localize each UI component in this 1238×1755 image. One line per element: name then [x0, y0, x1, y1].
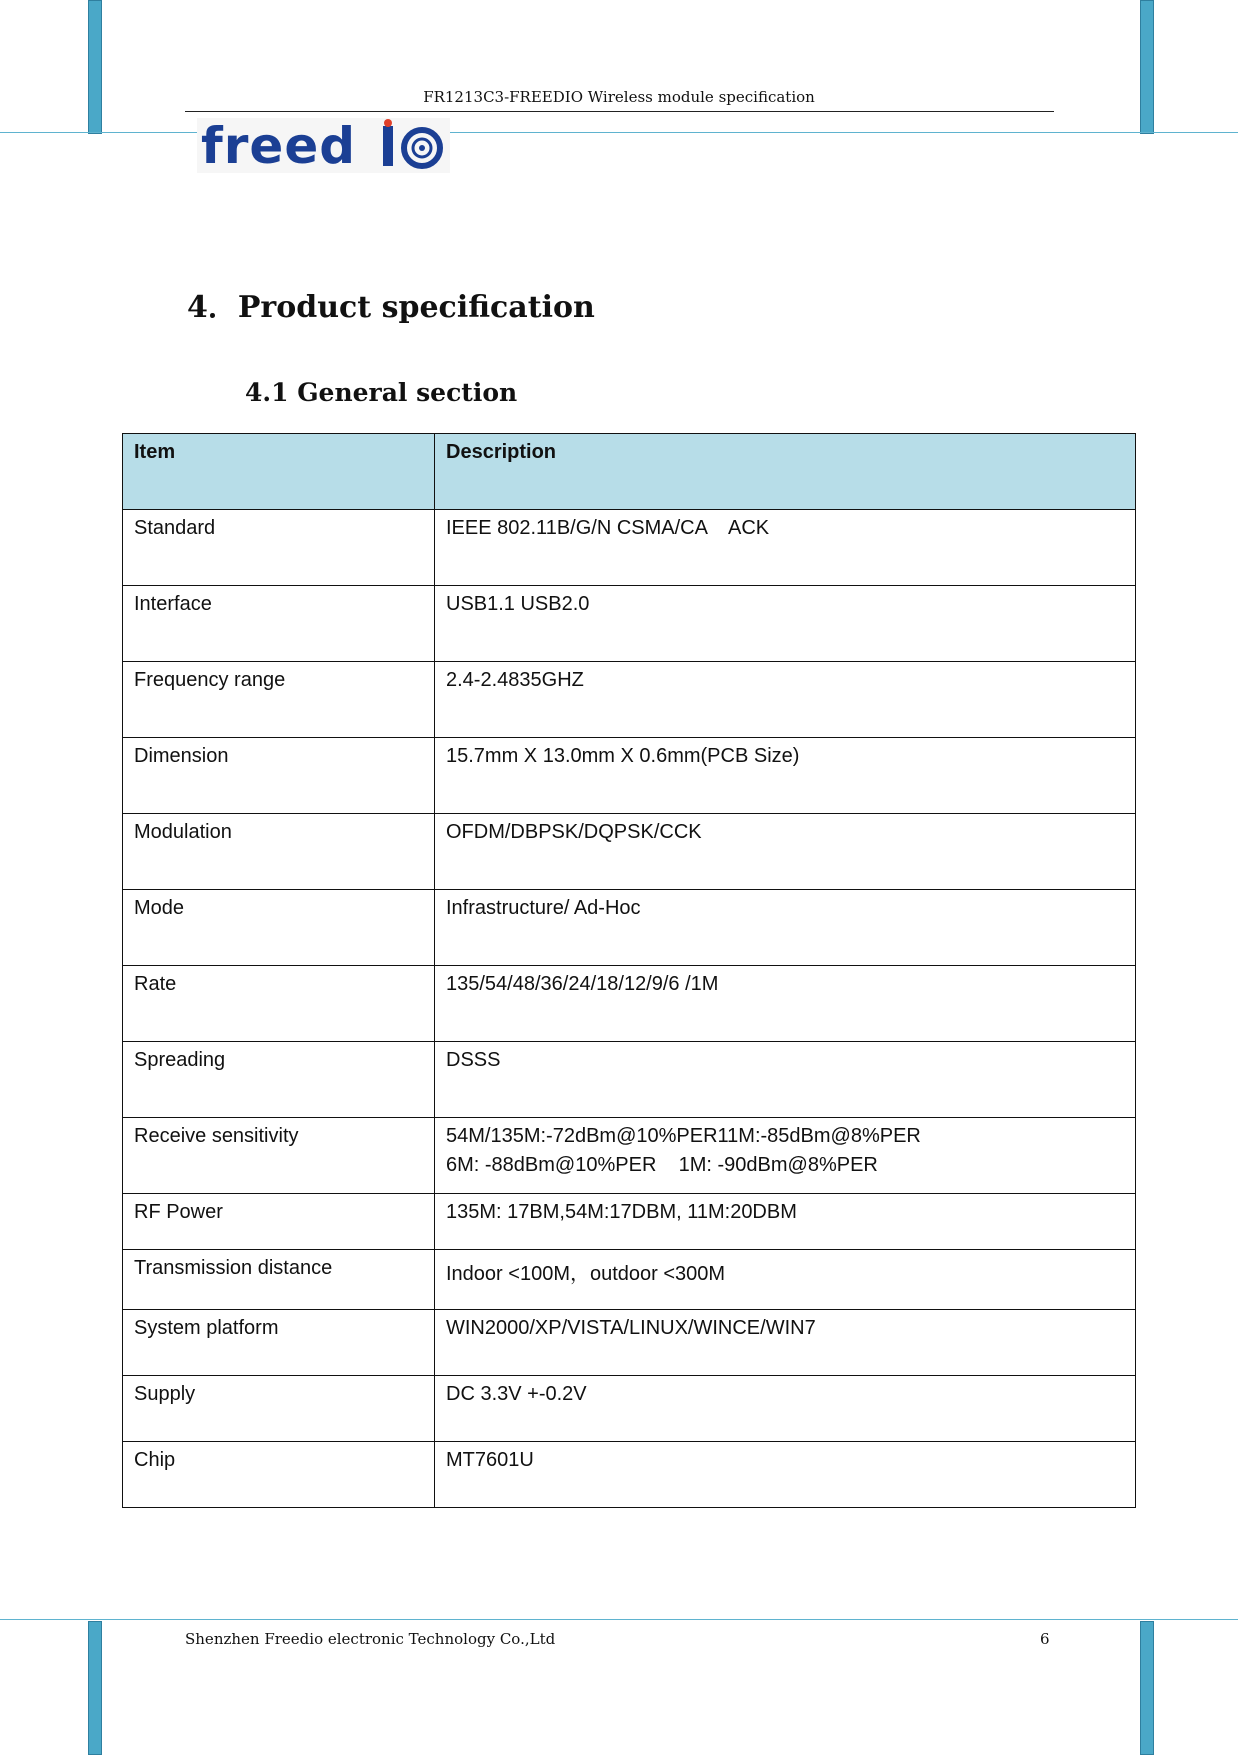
freedio-logo-graphic [197, 118, 450, 173]
cell-item: Receive sensitivity [123, 1118, 435, 1194]
table-row [123, 890, 1136, 966]
table-row [123, 510, 1136, 586]
cell-item: System platform [123, 1310, 435, 1376]
cell-item: Frequency range [123, 662, 435, 738]
frame-bar-bottom-left [88, 1621, 102, 1755]
cell-description-line2: 6M: -88dBm@10%PER 1M: -90dBm@8%PER [446, 1154, 878, 1176]
cell-item: Standard [123, 510, 435, 586]
cell-description: 15.7mm X 13.0mm X 0.6mm(PCB Size) [435, 738, 1136, 814]
cell-item: Transmission distance [123, 1250, 435, 1310]
cell-description: Infrastructure/ Ad-Hoc [435, 890, 1136, 966]
table-row [123, 738, 1136, 814]
cell-description [435, 1118, 1136, 1194]
cell-item: RF Power [123, 1194, 435, 1250]
cell-description: 135M: 17BM,54M:17DBM, 11M:20DBM [435, 1194, 1136, 1250]
column-header-item: Item [123, 434, 435, 510]
subsection-heading: 4.1 General section [245, 378, 518, 407]
table-row [123, 1442, 1136, 1508]
cell-description: DSSS [435, 1042, 1136, 1118]
cell-description: Indoor <100M，outdoor <300M [435, 1250, 1136, 1310]
cell-description: 2.4-2.4835GHZ [435, 662, 1136, 738]
cell-item: Chip [123, 1442, 435, 1508]
table-row [123, 1376, 1136, 1442]
table-row [123, 1194, 1136, 1250]
cell-description: MT7601U [435, 1442, 1136, 1508]
frame-bar-top-left [88, 0, 102, 134]
header-rule [185, 111, 1054, 112]
table-header-row [123, 434, 1136, 510]
section-heading: 4．Product specification [187, 290, 595, 325]
cell-item: Mode [123, 890, 435, 966]
table-row [123, 1250, 1136, 1310]
frame-line-bottom [0, 1619, 1238, 1620]
column-header-description: Description [435, 434, 1136, 510]
cell-item: Spreading [123, 1042, 435, 1118]
svg-text:freed: freed [201, 118, 357, 173]
cell-description: OFDM/DBPSK/DQPSK/CCK [435, 814, 1136, 890]
table-row [123, 1042, 1136, 1118]
cell-item: Dimension [123, 738, 435, 814]
cell-item: Supply [123, 1376, 435, 1442]
document-header-title: FR1213C3-FREEDIO Wireless module specification [423, 88, 815, 106]
table-row [123, 586, 1136, 662]
freedio-logo [197, 118, 450, 173]
general-spec-table [122, 433, 1136, 1508]
table-row [123, 662, 1136, 738]
page-number: 6 [1040, 1630, 1050, 1648]
frame-bar-top-right [1140, 0, 1154, 134]
cell-item: Rate [123, 966, 435, 1042]
cell-description: 135/54/48/36/24/18/12/9/6 /1M [435, 966, 1136, 1042]
table-row [123, 966, 1136, 1042]
cell-item: Interface [123, 586, 435, 662]
cell-description: USB1.1 USB2.0 [435, 586, 1136, 662]
table-row [123, 1118, 1136, 1194]
table-row [123, 814, 1136, 890]
cell-description: DC 3.3V +-0.2V [435, 1376, 1136, 1442]
cell-description: WIN2000/XP/VISTA/LINUX/WINCE/WIN7 [435, 1310, 1136, 1376]
cell-description: IEEE 802.11B/G/N CSMA/CA ACK [435, 510, 1136, 586]
frame-bar-bottom-right [1140, 1621, 1154, 1755]
footer-company: Shenzhen Freedio electronic Technology Co.,Ltd [185, 1630, 556, 1648]
frame-line-top [0, 132, 1238, 133]
cell-item: Modulation [123, 814, 435, 890]
table-row [123, 1310, 1136, 1376]
cell-description-line1: 54M/135M:-72dBm@10%PER11M:-85dBm@8%PER [446, 1125, 921, 1147]
